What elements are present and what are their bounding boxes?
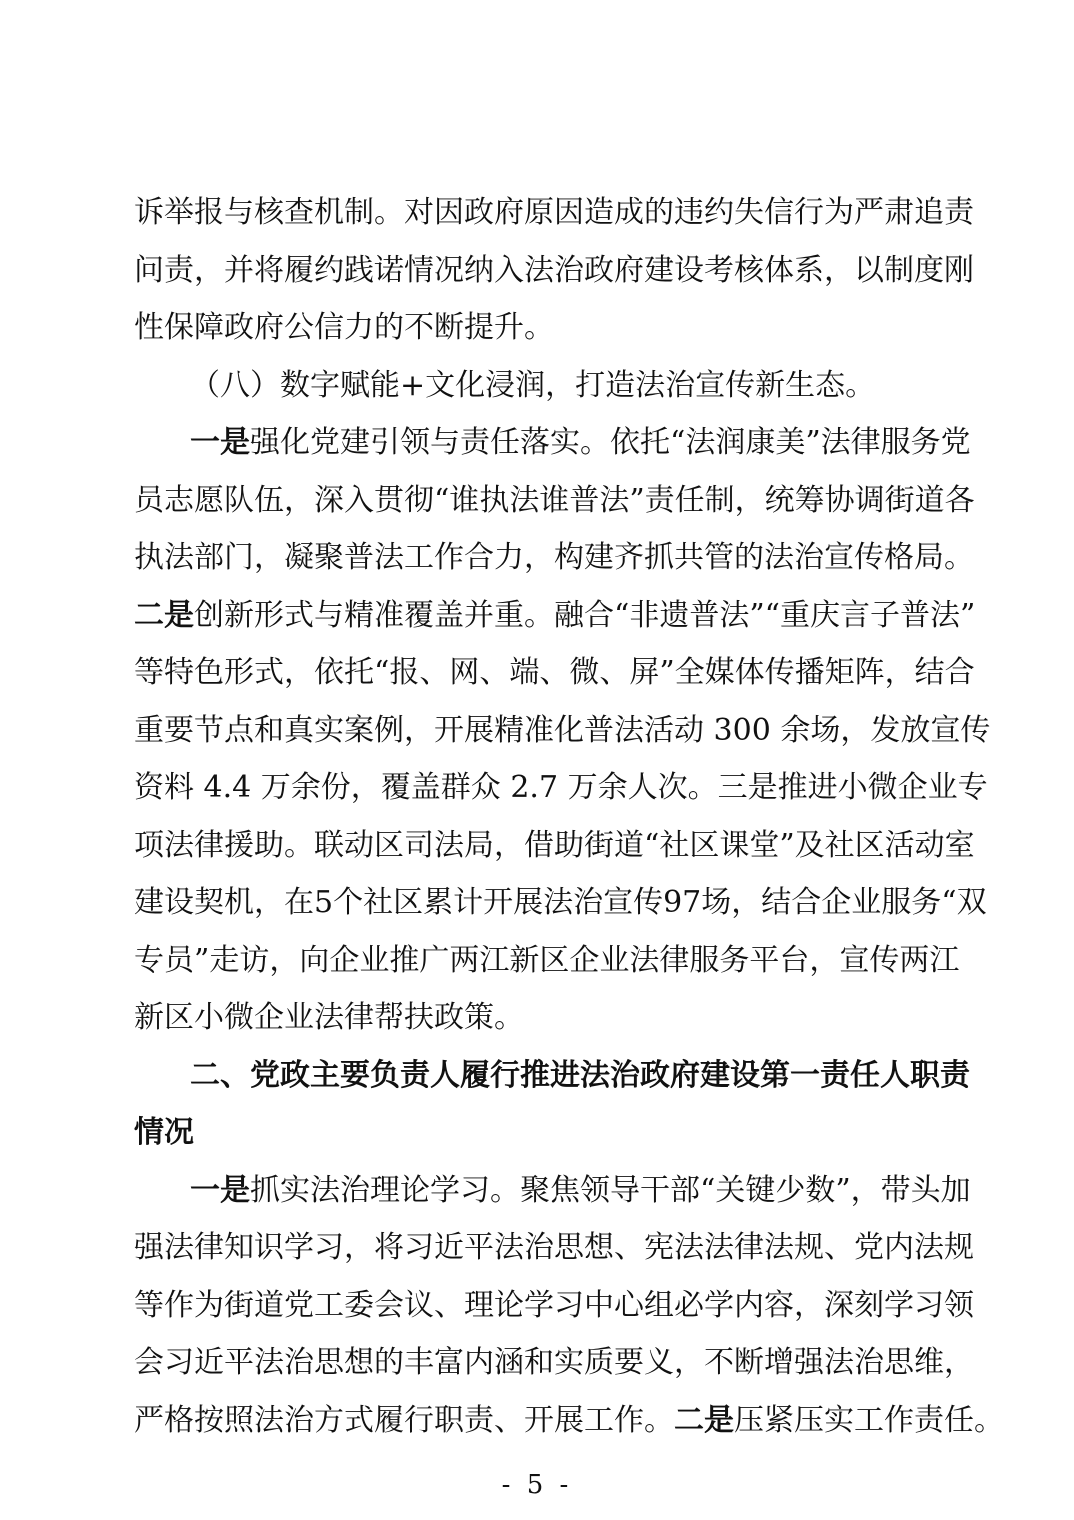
paragraph-line: 执法部门，凝聚普法工作合力，构建齐抓共管的法治宣传格局。 — [134, 540, 974, 575]
paragraph-line: 员志愿队伍，深入贯彻“谁执法谁普法”责任制，统筹协调街道各 — [134, 483, 975, 518]
bold-lead: 一是 — [190, 1173, 250, 1208]
section-8-heading: （八）数字赋能+文化浸润，打造法治宣传新生态。 — [190, 368, 876, 403]
bold-lead: 二是 — [674, 1403, 734, 1438]
paragraph-line: 专员”走访，向企业推广两江新区企业法律服务平台，宣传两江 — [134, 943, 960, 978]
paragraph-line: 新区小微企业法律帮扶政策。 — [134, 1000, 524, 1035]
paragraph-line: 建设契机，在5个社区累计开展法治宣传97场，结合企业服务“双 — [134, 885, 987, 920]
paragraph-line — [190, 423, 971, 463]
paragraph-line: 重要节点和真实案例，开展精准化普法活动 300 余场，发放宣传 — [134, 713, 991, 748]
bold-lead: 二是 — [134, 598, 194, 633]
paragraph-line — [134, 1401, 1004, 1441]
page-number: - 5 - — [501, 1470, 573, 1500]
paragraph-line: 问责，并将履约践诺情况纳入法治政府建设考核体系，以制度刚 — [134, 253, 974, 288]
paragraph-line: 性保障政府公信力的不断提升。 — [134, 310, 554, 345]
section-2-heading-cont: 情况 — [134, 1115, 194, 1150]
bold-lead: 一是 — [190, 425, 250, 460]
paragraph-line: 项法律援助。联动区司法局，借助街道“社区课堂”及社区活动室 — [134, 828, 975, 863]
paragraph-line: 诉举报与核查机制。对因政府原因造成的违约失信行为严肃追责 — [134, 195, 974, 230]
line-text: 抓实法治理论学习。聚焦领导干部“关键少数”，带头加 — [250, 1173, 971, 1208]
paragraph-line: 强法律知识学习，将习近平法治思想、宪法法律法规、党内法规 — [134, 1230, 974, 1265]
line-text: 强化党建引领与责任落实。依托“法润康美”法律服务党 — [250, 425, 971, 460]
paragraph-line: 会习近平法治思想的丰富内涵和实质要义，不断增强法治思维， — [134, 1345, 974, 1380]
section-2-heading: 二、党政主要负责人履行推进法治政府建设第一责任人职责 — [190, 1058, 970, 1093]
line-text: 压紧压实工作责任。 — [734, 1403, 1004, 1438]
line-text: 严格按照法治方式履行职责、开展工作。 — [134, 1403, 674, 1438]
paragraph-line: 等特色形式，依托“报、网、端、微、屏”全媒体传播矩阵，结合 — [134, 655, 975, 690]
paragraph-line — [190, 1171, 971, 1211]
paragraph-line: 资料 4.4 万余份，覆盖群众 2.7 万余人次。三是推进小微企业专 — [134, 770, 988, 805]
line-text: 创新形式与精准覆盖并重。融合“非遗普法”“重庆言子普法” — [194, 598, 976, 633]
paragraph-line: 等作为街道党工委会议、理论学习中心组必学内容，深刻学习领 — [134, 1288, 974, 1323]
paragraph-line — [134, 596, 976, 636]
